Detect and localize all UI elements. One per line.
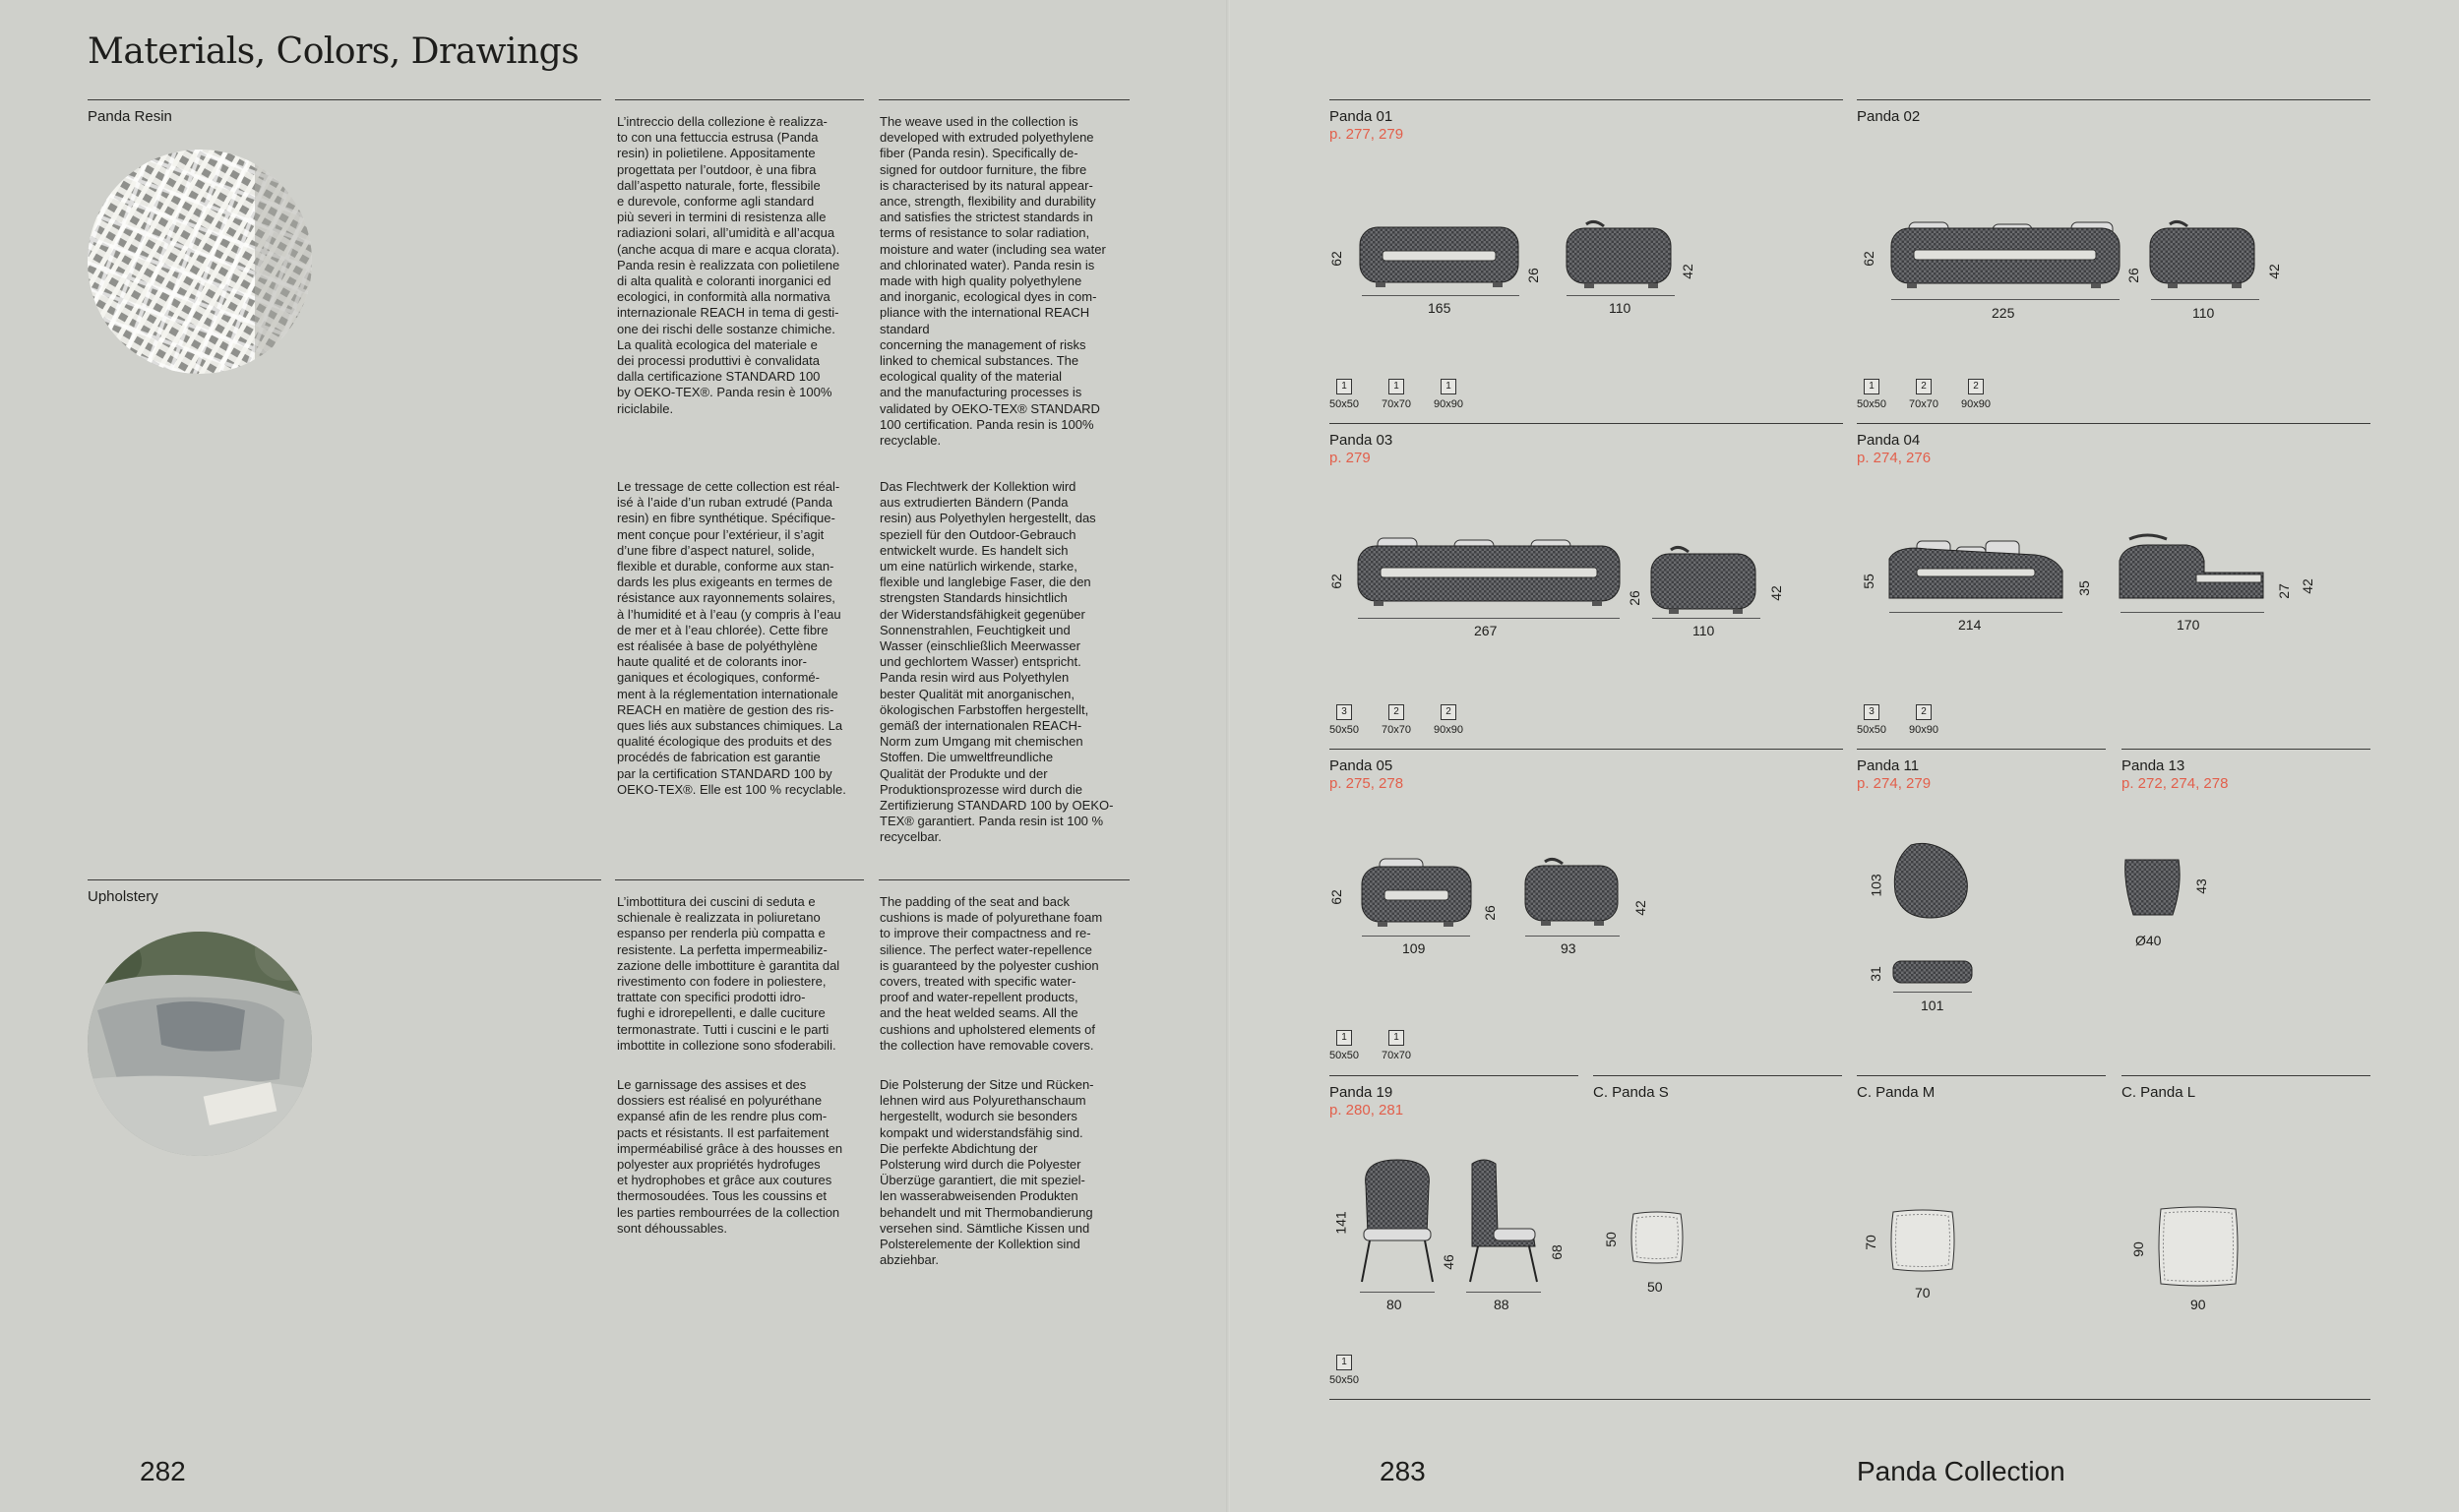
cushion-size: 50x50 <box>1329 1374 1359 1386</box>
dim-label: 70 <box>1915 1285 1931 1300</box>
upholstery-label: Upholstery <box>88 888 158 905</box>
cushion-count: 2 <box>1388 704 1404 720</box>
dimension-line <box>1891 299 2120 300</box>
dim-label: 55 <box>1860 574 1876 589</box>
dim-label: 42 <box>1767 585 1784 601</box>
panda-resin-label: Panda Resin <box>88 108 172 125</box>
panda-05-front-drawing <box>1360 851 1473 932</box>
divider <box>1857 99 2370 100</box>
panda-03-name: Panda 03 <box>1329 432 1393 449</box>
dim-label: 62 <box>1860 251 1876 267</box>
divider <box>615 879 864 880</box>
dimension-line <box>1652 618 1760 619</box>
panda-19-name: Panda 19 <box>1329 1084 1393 1101</box>
upholstery-text-italian: L’imbottitura dei cuscini di seduta e schienale è realizzata in poliuretano espanso per renderla più compatta e resistente. La perfetta impermeabiliz- zazione delle imbottiture è garantita dal rivestimento con fodere in poliestere, trattate con specifici prodotti idro- fughi e idrorepellenti, e dalle cuciture termonastrate. Tutti i cuscini e le parti imbottite in collezione sono sfoderabili. <box>617 894 840 1053</box>
cushion-badge <box>1857 704 1886 736</box>
dim-label: 27 <box>2275 583 2292 599</box>
dim-label: 80 <box>1386 1297 1402 1312</box>
divider <box>1857 1075 2106 1076</box>
cushion-badge <box>1434 379 1463 410</box>
divider <box>1593 1075 1842 1076</box>
divider <box>2121 749 2370 750</box>
dim-label: 90 <box>2190 1297 2206 1312</box>
c-panda-l-name: C. Panda L <box>2121 1084 2196 1101</box>
cushion-count: 1 <box>1336 379 1352 394</box>
cushion-count: 1 <box>1336 1355 1352 1370</box>
panda-11-name: Panda 11 <box>1857 757 1920 774</box>
cushion-size: 90x90 <box>1909 724 1938 736</box>
cushion-badge <box>1329 704 1359 736</box>
cushion-count: 2 <box>1916 704 1932 720</box>
dim-label: 26 <box>1481 905 1498 921</box>
dim-label: 110 <box>1609 300 1631 316</box>
dimension-line <box>1889 612 2062 613</box>
cushion-size: 50x50 <box>1857 724 1886 736</box>
dim-label: 101 <box>1921 998 1944 1013</box>
cushion-size: 50x50 <box>1857 398 1886 410</box>
panda-04-name: Panda 04 <box>1857 432 1921 449</box>
dimension-line <box>2121 612 2264 613</box>
dim-label: 46 <box>1440 1254 1456 1270</box>
dim-label: 170 <box>2177 617 2200 633</box>
dim-label: 62 <box>1327 889 1344 905</box>
cushion-count: 1 <box>1441 379 1456 394</box>
dimension-line <box>1466 1292 1541 1293</box>
panda-03-side-drawing <box>1649 544 1759 615</box>
dim-label: 26 <box>1626 590 1642 606</box>
panda-03-ref: p. 279 <box>1329 450 1371 466</box>
dim-label: 42 <box>1679 264 1695 279</box>
upholstery-text-english: The padding of the seat and back cushions is made of polyurethane foam to improve their compactness and re- silience. The perfect water-repellence is guaranteed by the polyester cushion covers, treated with specific water- proof and water-repellent products, and the heat welded seams. All the cushions and upholstered elements of the collection have removable covers. <box>880 894 1103 1053</box>
cushion-count: 3 <box>1864 704 1879 720</box>
cushion-count: 3 <box>1336 704 1352 720</box>
divider <box>1857 749 2106 750</box>
dim-label: 35 <box>2075 580 2092 596</box>
cushion-count: 1 <box>1336 1030 1352 1046</box>
divider <box>879 879 1130 880</box>
dim-label: 267 <box>1474 623 1498 638</box>
divider <box>2121 1075 2370 1076</box>
c-panda-m-name: C. Panda M <box>1857 1084 1936 1101</box>
dim-label: 42 <box>1631 900 1648 916</box>
cushion-badge <box>1909 379 1938 410</box>
cushion-size: 90x90 <box>1434 724 1463 736</box>
book-gutter <box>1226 0 1230 1512</box>
dim-label: 109 <box>1402 940 1426 956</box>
panda-13-drawing <box>2121 856 2184 921</box>
dim-label: 225 <box>1992 305 2015 321</box>
divider <box>1329 1399 2370 1400</box>
panda-01-front-drawing <box>1358 212 1520 292</box>
cushion-count: 1 <box>1388 379 1404 394</box>
collection-title: Panda Collection <box>1857 1456 2065 1486</box>
dim-label: 88 <box>1494 1297 1509 1312</box>
cushion-badge <box>1909 704 1938 736</box>
c-panda-m-drawing <box>1889 1208 1956 1273</box>
divider <box>1329 1075 1578 1076</box>
panda-19-ref: p. 280, 281 <box>1329 1102 1404 1119</box>
cushion-size: 50x50 <box>1329 398 1359 410</box>
cushion-size: 90x90 <box>1434 398 1463 410</box>
dimension-line <box>2151 299 2259 300</box>
divider <box>879 99 1130 100</box>
dim-label: 93 <box>1561 940 1576 956</box>
c-panda-s-drawing <box>1629 1210 1685 1265</box>
cushion-count: 2 <box>1968 379 1984 394</box>
cushion-badge <box>1329 379 1359 410</box>
panda-11-side-drawing <box>1891 959 1974 987</box>
dim-label: 62 <box>1327 251 1344 267</box>
resin-text-english: The weave used in the collection is developed with extruded polyethylene fiber (Panda resin). Specifically de- signed for outdoor furniture, the fibre is characterised by its natural appear- ance, strength, flexibility and durability and satisfies the strictest standards in terms of resistance to solar radiation, moisture and water (including sea water and chlorinated water). Panda resin is made with high quality polyethylene and inorganic, ecological dyes in com- pliance with the international REACH standard concerning the management of risks linked to chemical substances. The ecological quality of the material and the manufacturing processes is validated by OEKO-TEX® STANDARD 100 certification. Panda resin is 100% recyclable. <box>880 114 1106 449</box>
cushion-size: 70x70 <box>1382 724 1411 736</box>
dimension-line <box>1525 936 1620 937</box>
dim-label: 103 <box>1868 874 1884 897</box>
cushion-size: 70x70 <box>1382 398 1411 410</box>
cushion-count: 2 <box>1441 704 1456 720</box>
panda-02-front-drawing <box>1889 209 2125 292</box>
resin-text-german: Das Flechtwerk der Kollektion wird aus extrudierten Bändern (Panda resin) aus Polyethylen hergestellt, das speziell für den Outdoor-Gebrauch entwickelt wurde. Es handelt sich um eine natürlich wirkende, starke, flexible und langlebige Faser, die den strengsten Standards hinsichtlich der Widerstandsfähigkeit gegenüber Sonnenstrahlen, Feuchtigkeit und Wasser (einschließlich Meerwasser und gechlortem Wasser) entspricht. Panda resin wird aus Polyethylen bester Qualität mit anorganischen, ökologischen Farbstoffen hergestellt, gemäß der internationalen REACH- Norm zum Umgang mit chemischen Stoffen. Die umweltfreundliche Qualität der Produkte und der Produktionsprozesse wird durch die Zertifizierung STANDARD 100 by OEKO- TEX® garantiert. Panda resin ist 100 % recycelbar. <box>880 479 1114 845</box>
divider <box>1329 423 1843 424</box>
c-panda-s-name: C. Panda S <box>1593 1084 1669 1101</box>
panda-11-ref: p. 274, 279 <box>1857 775 1932 792</box>
panda-01-name: Panda 01 <box>1329 108 1393 125</box>
divider <box>615 99 864 100</box>
page-number-left: 282 <box>140 1456 186 1486</box>
page-number-right: 283 <box>1380 1456 1426 1486</box>
dim-label: 50 <box>1602 1232 1619 1247</box>
panda-04-side-drawing <box>2118 531 2265 602</box>
panda-13-name: Panda 13 <box>2121 757 2185 774</box>
panda-01-side-drawing <box>1565 218 1675 289</box>
cushion-badge <box>1329 1030 1359 1061</box>
dim-label: 214 <box>1958 617 1982 633</box>
dim-label: Ø40 <box>2135 933 2162 948</box>
dimension-line <box>1358 618 1620 619</box>
dimension-line <box>1893 992 1972 993</box>
cushion-badge <box>1434 704 1463 736</box>
divider <box>1329 749 1843 750</box>
panda-03-front-drawing <box>1356 526 1622 610</box>
panda-02-side-drawing <box>2148 218 2258 289</box>
dim-label: 26 <box>1524 268 1541 283</box>
cushion-badge <box>1382 1030 1411 1061</box>
cushion-badge <box>1857 379 1886 410</box>
divider <box>1857 423 2370 424</box>
c-panda-l-drawing <box>2157 1205 2240 1288</box>
dimension-line <box>1567 295 1675 296</box>
divider <box>88 99 601 100</box>
upholstery-text-french: Le garnissage des assises et des dossiers est réalisé en polyuréthane expansé afin de les rendre plus com- pacts et résistants. Il est parfaitement imperméabilisé grâce à des housses en polyester aux propriétés hydrofuges et hydrophobes et grâce aux coutures thermosoudées. Tous les coussins et les parties rembourrées de la collection sont déhoussables. <box>617 1077 843 1236</box>
dimension-line <box>1362 295 1519 296</box>
panda-04-ref: p. 274, 276 <box>1857 450 1932 466</box>
cushion-size: 70x70 <box>1382 1050 1411 1061</box>
cushion-size: 70x70 <box>1909 398 1938 410</box>
panda-11-top-drawing <box>1891 841 1972 922</box>
dim-label: 165 <box>1428 300 1451 316</box>
panda-05-ref: p. 275, 278 <box>1329 775 1404 792</box>
dim-label: 50 <box>1647 1279 1663 1295</box>
cushion-count: 2 <box>1916 379 1932 394</box>
upholstery-photo <box>88 932 312 1156</box>
cushion-size: 90x90 <box>1961 398 1991 410</box>
dim-label: 141 <box>1332 1211 1349 1235</box>
dim-label: 42 <box>2265 264 2282 279</box>
dim-label: 43 <box>2192 878 2209 894</box>
resin-text-italian: L’intreccio della collezione è realizza- to con una fettuccia estrusa (Panda resin) in polietilene. Appositamente progettata per l’outdoor, è una fibra dall’aspetto naturale, forte, flessibile e durevole, conforme agli standard più severi in termini di resistenza alle radiazioni solari, all’umidità e all’acqua (anche acqua di mare e acqua clorata). Panda resin è realizzata con polietilene di alta qualità e coloranti inorganici ed ecologici, in conformità alla normativa internazionale REACH in tema di gesti- one dei rischi delle sostanze chimiche. La qualità ecologica del materiale e dei processi produttivi è convalidata dalla certificazione STANDARD 100 by OEKO-TEX®. Panda resin è 100% riciclabile. <box>617 114 840 416</box>
divider <box>88 879 601 880</box>
dim-label: 110 <box>1692 623 1715 638</box>
panda-01-ref: p. 277, 279 <box>1329 126 1404 143</box>
dim-label: 70 <box>1862 1235 1878 1250</box>
dim-label: 42 <box>2299 578 2315 594</box>
cushion-size: 50x50 <box>1329 1050 1359 1061</box>
upholstery-text-german: Die Polsterung der Sitze und Rücken- lehnen wird aus Polyurethanschaum hergestellt, wodurch sie besonders kompakt und widerstandsfähig sind. Die perfekte Abdichtung der Polsterung wird durch die Polyester Überzüge garantiert, die mit speziel- len wasserabweisenden Produkten behandelt und mit Thermobandierung versehen sind. Sämtliche Kissen und Polsterelemente der Kollektion sind abziehbar. <box>880 1077 1094 1268</box>
cushion-count: 1 <box>1864 379 1879 394</box>
panda-05-side-drawing <box>1523 856 1622 927</box>
divider <box>1329 99 1843 100</box>
dimension-line <box>1362 936 1470 937</box>
dimension-line <box>1360 1292 1435 1293</box>
resin-text-french: Le tressage de cette collection est réal- isé à l’aide d’un ruban extrudé (Panda resin) en fibre synthétique. Spécifique- ment conçue pour l’extérieur, il s’agit d’une fibre d’aspect naturel, solide, flexible et durable, conforme aux stan- dards les plus exigeants en termes de résistance aux rayonnements solaires, à l’humidité et à l’eau (y compris à l’eau de mer et à l’eau chlorée). Cette fibre est réalisée à base de polyéthylène haute qualité et de colorants inor- ganiques et écologiques, conformé- ment à la réglementation internationale REACH en matière de gestion des ris- ques liés aux substances chimiques. La qualité écologique des produits et des procédés de fabrication est garantie par la certification STANDARD 100 by OEKO-TEX®. Elle est 100 % recyclable. <box>617 479 846 797</box>
panda-05-name: Panda 05 <box>1329 757 1393 774</box>
dim-label: 110 <box>2192 305 2215 321</box>
dim-label: 68 <box>1548 1244 1565 1260</box>
dim-label: 62 <box>1327 574 1344 589</box>
cushion-badge <box>1329 1355 1359 1386</box>
dim-label: 90 <box>2129 1241 2146 1257</box>
dim-label: 31 <box>1867 966 1883 982</box>
panda-13-ref: p. 272, 274, 278 <box>2121 775 2229 792</box>
panda-02-name: Panda 02 <box>1857 108 1921 125</box>
panda-04-front-drawing <box>1887 531 2064 602</box>
cushion-badge <box>1961 379 1991 410</box>
cushion-badge <box>1382 704 1411 736</box>
panda-19-side-drawing <box>1464 1156 1543 1284</box>
cushion-badge <box>1382 379 1411 410</box>
page-title: Materials, Colors, Drawings <box>88 31 580 72</box>
panda-19-front-drawing <box>1358 1156 1437 1284</box>
cushion-count: 1 <box>1388 1030 1404 1046</box>
cushion-size: 50x50 <box>1329 724 1359 736</box>
dim-label: 26 <box>2124 268 2141 283</box>
panda-resin-swatch <box>88 150 312 374</box>
